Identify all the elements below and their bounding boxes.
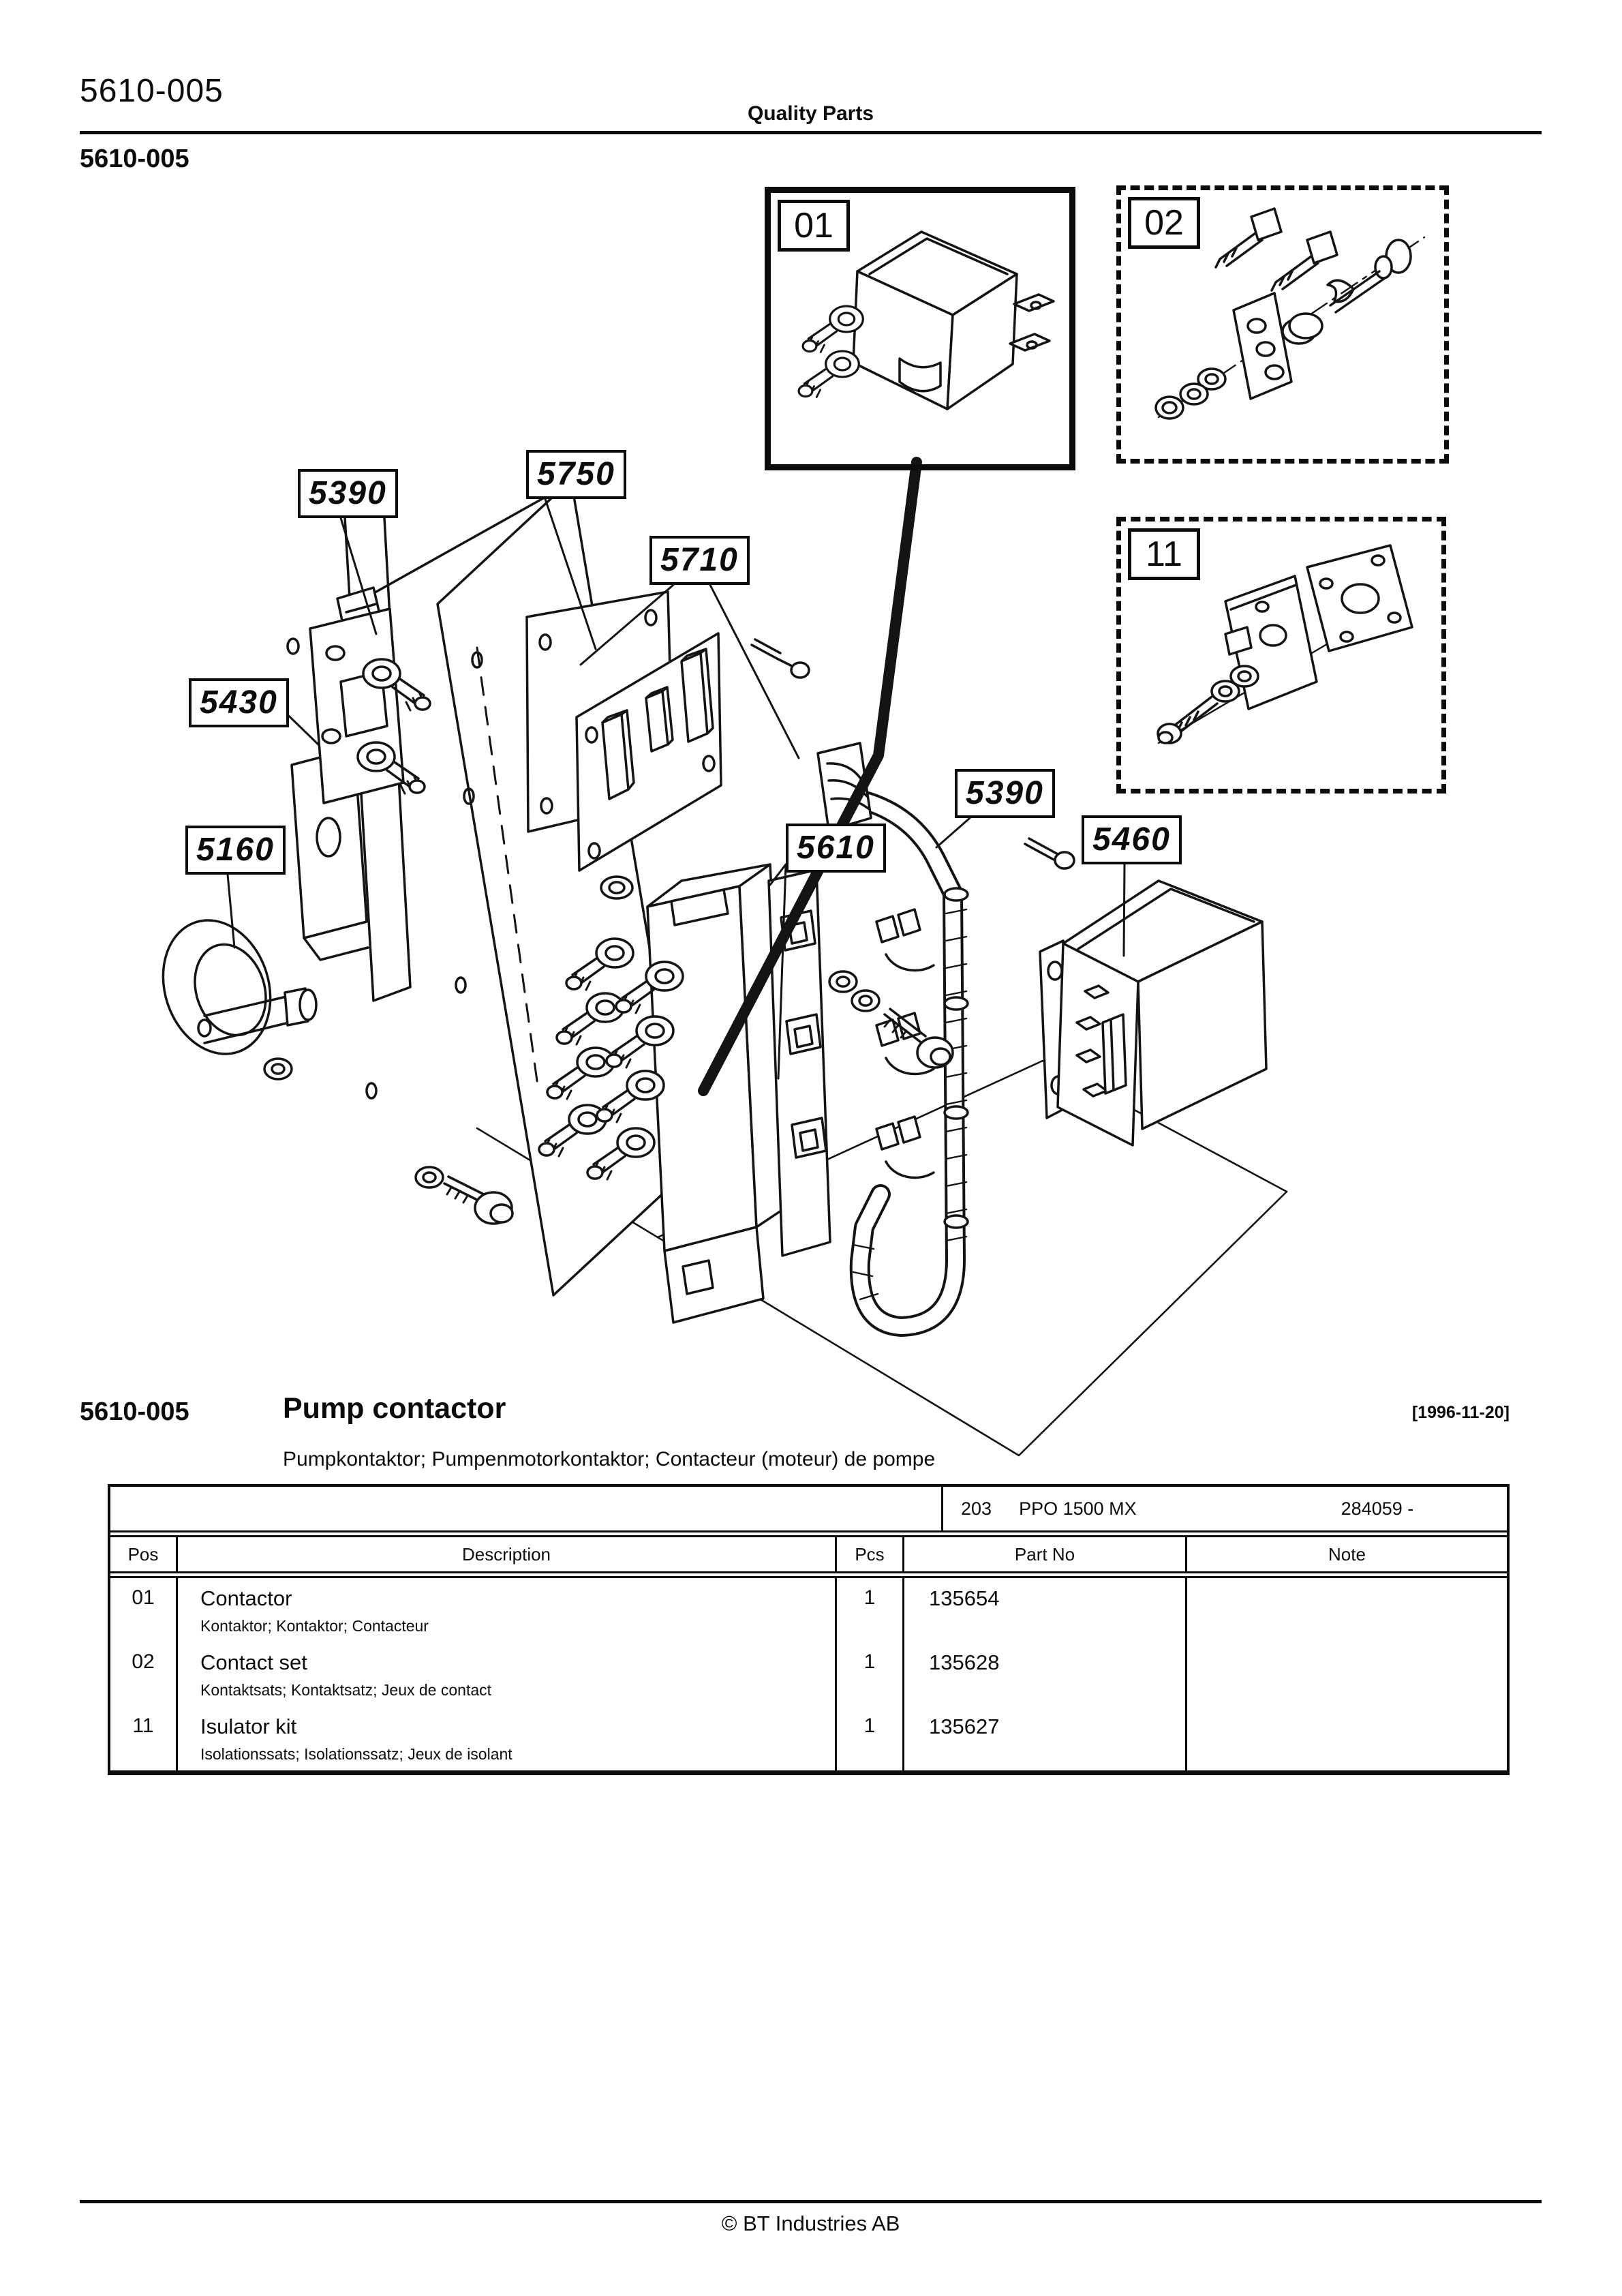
column-header-pos: Pos — [110, 1537, 178, 1571]
column-header-note: Note — [1328, 1543, 1366, 1565]
cell-pcs: 1 — [837, 1706, 904, 1770]
cell-note — [1187, 1642, 1507, 1706]
model-serial: 284059 - — [1341, 1498, 1414, 1519]
detail-box-01-label: 01 — [778, 200, 850, 252]
parts-table — [108, 1484, 1510, 1775]
model-row-spacer — [110, 1487, 943, 1530]
panel-bolt — [416, 1167, 512, 1224]
cell-pos: 11 — [110, 1706, 178, 1770]
cell-part-no: 135654 — [904, 1578, 1187, 1642]
terminal-bracket-5430 — [310, 609, 430, 803]
description-main: Contactor — [200, 1586, 292, 1610]
cell-pcs: 1 — [837, 1642, 904, 1706]
side-screw — [1025, 839, 1074, 868]
cell-part-no: 135628 — [904, 1642, 1187, 1706]
cell-pos: 02 — [110, 1642, 178, 1706]
table-header-row — [110, 1537, 1507, 1578]
model-code: 203 — [961, 1498, 992, 1519]
cell-note — [1187, 1706, 1507, 1770]
callout-5390-top: 5390 — [298, 469, 398, 518]
description-sub: Isolationssats; Isolationssatz; Jeux de isolant — [200, 1745, 512, 1763]
section-date: [1996-11-20] — [1411, 1403, 1510, 1422]
column-header-part-no: Part No — [904, 1537, 1187, 1571]
section-subtitle: Pumpkontaktor; Pumpenmotorkontaktor; Contacteur (moteur) de pompe — [283, 1448, 936, 1470]
model-row — [110, 1487, 1507, 1537]
relay-box-5460 — [1040, 881, 1266, 1145]
footer-rule — [80, 2200, 1542, 2203]
page-header-title: Quality Parts — [747, 102, 874, 125]
table-row — [110, 1642, 1507, 1706]
document-id: 5610-005 — [80, 73, 224, 109]
callout-5710: 5710 — [649, 536, 750, 585]
description-sub: Kontaktsats; Kontaktsatz; Jeux de contact — [200, 1681, 492, 1699]
model-name: PPO 1500 MX — [1019, 1498, 1137, 1519]
cell-pcs: 1 — [837, 1578, 904, 1642]
detail-box-11-label: 11 — [1128, 528, 1200, 580]
callout-5460: 5460 — [1082, 815, 1182, 864]
detail-box-02 — [1116, 185, 1449, 464]
section-title: Pump contactor — [283, 1392, 506, 1425]
description-sub: Kontaktor; Kontaktor; Contacteur — [200, 1617, 429, 1635]
callout-5390-right: 5390 — [955, 769, 1055, 818]
description-main: Contact set — [200, 1650, 307, 1674]
section-id: 5610-005 — [80, 1398, 189, 1426]
cell-part-no: 135627 — [904, 1706, 1187, 1770]
section-id-header: 5610-005 — [80, 145, 189, 173]
cell-description — [178, 1642, 837, 1706]
cell-description — [178, 1706, 837, 1770]
horn-5160 — [147, 906, 316, 1079]
callout-5750: 5750 — [526, 450, 626, 499]
column-header-pcs: Pcs — [837, 1537, 904, 1571]
detail-box-11 — [1116, 517, 1446, 794]
column-header-description: Description — [178, 1537, 837, 1571]
detail-box-01 — [765, 187, 1075, 470]
cell-pos: 01 — [110, 1578, 178, 1642]
description-main: Isulator kit — [200, 1715, 297, 1738]
callout-5160: 5160 — [185, 826, 286, 875]
callout-5610: 5610 — [786, 824, 886, 873]
detail-box-02-label: 02 — [1128, 197, 1200, 249]
plate-screw — [752, 639, 809, 678]
table-row — [110, 1578, 1507, 1642]
cell-note — [1187, 1578, 1507, 1642]
callout-5430: 5430 — [189, 678, 289, 727]
table-row — [110, 1706, 1507, 1770]
model-info — [943, 1487, 1507, 1530]
cell-description — [178, 1578, 837, 1642]
footer-copyright: © BT Industries AB — [721, 2211, 900, 2235]
